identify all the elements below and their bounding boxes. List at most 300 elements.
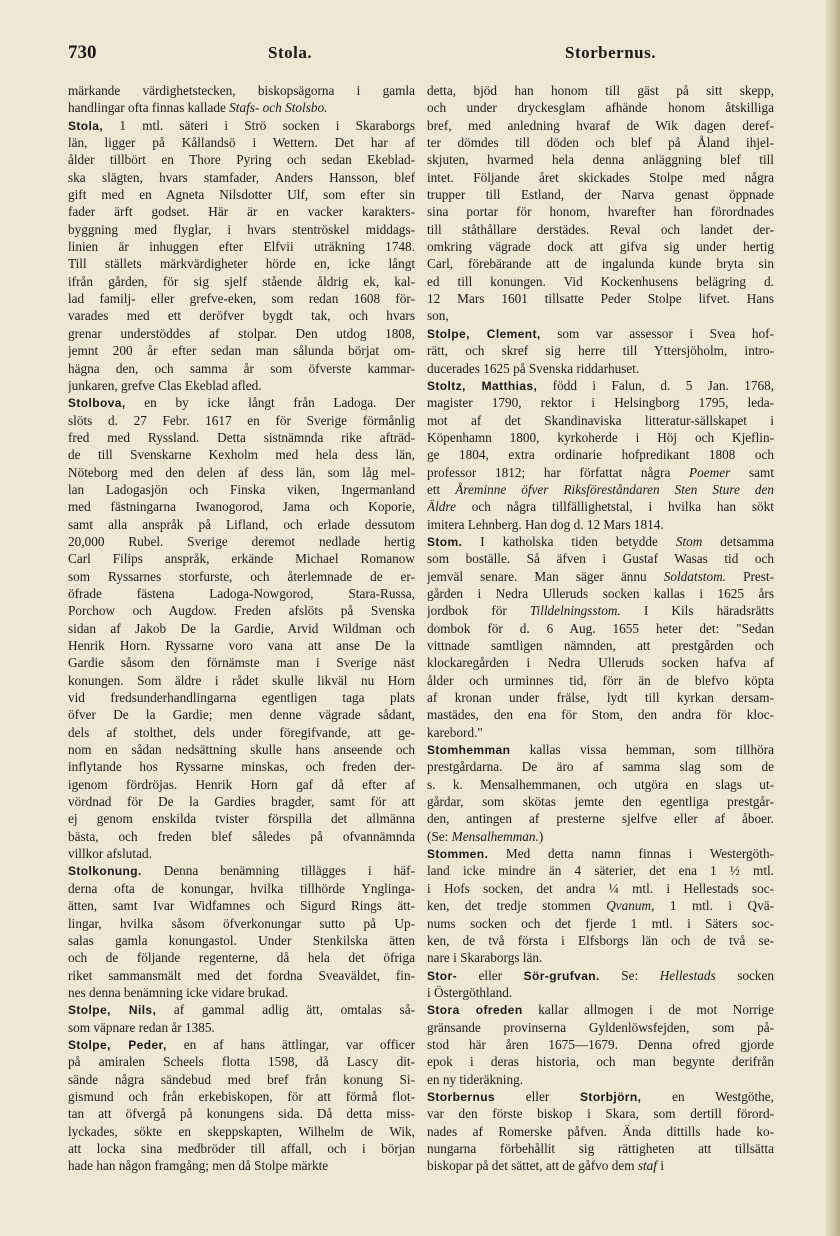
text-run: i Hofs socken, det andra ¼ mtl. i Hellestads soc-	[427, 880, 774, 896]
text-line	[68, 342, 415, 359]
text-line	[427, 221, 774, 238]
text-run: Se:	[599, 967, 660, 983]
text-line	[68, 134, 415, 151]
entry-headword: Stolkonung.	[68, 864, 142, 879]
italic-run: Äldre	[427, 499, 456, 515]
text-run: sina portar för honom, hvarefter han förordnades	[427, 204, 774, 220]
text-run: skjuten, hvarmed hela denna anläggning blef till	[427, 152, 774, 168]
text-run: ålder tillbört en Thore Pyring och sedan Ekeblad-	[68, 152, 415, 168]
text-line	[427, 550, 774, 567]
text-run: en Westgöthe,	[641, 1088, 774, 1104]
text-line	[68, 151, 415, 168]
italic-run: Poemer	[689, 464, 731, 480]
text-run: linien är inhuggen efter Elfvii uträkning 1748.	[68, 239, 415, 255]
text-line	[427, 810, 774, 827]
text-line	[427, 481, 774, 498]
italic-run: Stafs- och Stolsbo.	[229, 100, 328, 116]
text-line	[427, 151, 774, 168]
text-line	[427, 533, 774, 550]
text-run: junkaren, grefve Clas Ekeblad afled.	[68, 377, 262, 393]
text-line	[68, 706, 415, 723]
text-line	[68, 360, 415, 377]
text-run: rätt, och skref sig herre till Yttersjöholm, intro-	[427, 343, 774, 359]
text-run: i	[657, 1158, 664, 1174]
text-run: trupper till Estland, der Narva genast öppnade	[427, 187, 774, 203]
text-run: I Kils häradsrätts	[620, 603, 774, 619]
text-line	[68, 689, 415, 706]
text-run: son,	[427, 308, 449, 324]
text-run: ifrån gården, för sig sjelf stående åldrig ek, kal-	[68, 273, 415, 289]
text-line	[427, 1105, 774, 1122]
text-line	[68, 1123, 415, 1140]
italic-run: staf	[637, 1158, 657, 1174]
text-run: 20,000 Rubel. Sverige deremot nedlade hertig	[68, 533, 415, 549]
text-line	[68, 915, 415, 932]
text-line	[68, 1036, 415, 1053]
text-line	[68, 620, 415, 637]
text-line	[68, 255, 415, 272]
text-run: klockaregården i Nedra Ulleruds socken hafva af	[427, 655, 774, 671]
text-run: jemväl senare. Man säger ännu	[427, 568, 664, 584]
text-line	[68, 533, 415, 550]
text-run: Henrik Horn. Ryssarne voro vana att anse De la	[68, 638, 415, 653]
entry-headword: Stom.	[427, 534, 463, 549]
text-run: sidan af Jakob De la Gardie, Arvid Wildman och	[68, 620, 415, 636]
text-run: nes denna benämning icke vidare brukad.	[68, 984, 289, 1000]
entry-headword: Stolpe, Peder,	[68, 1037, 167, 1052]
text-run: samt	[730, 464, 774, 480]
right-column-title: Storbernus.	[565, 43, 656, 62]
text-run: af kronan under frälse, lydt till kyrkan dersam-	[427, 690, 774, 706]
text-run: nums socken och det fjerde 1 mtl. i Säters soc-	[427, 915, 774, 931]
text-run: )	[538, 828, 544, 844]
running-header	[68, 42, 808, 70]
text-run: en by icke långt från Ladoga. Der	[125, 395, 415, 411]
text-line	[427, 169, 774, 186]
text-run: vid fredsunderhandlingarna egentligen taga plats	[68, 690, 415, 706]
text-run: var den förste biskop i Skara, som dertill förord-	[427, 1106, 774, 1122]
text-line	[427, 602, 774, 619]
text-line	[427, 1019, 774, 1036]
text-run: gift med en Agneta Nilsdotter Ulf, som efter sin	[68, 187, 415, 203]
text-run: vördnad för De la Gardies bragder, samt för att	[68, 794, 415, 810]
italic-run: Hellestads	[659, 967, 716, 983]
text-line	[427, 1088, 774, 1105]
text-run: konungen. Som äldre i rådet skulle likväl nu Horn	[68, 672, 415, 688]
text-run: epok i deras historia, och man begynte derifrån	[427, 1054, 774, 1070]
text-line	[68, 602, 415, 619]
text-run: igenom fördröjas. Henrik Horn gaf då efter af	[68, 776, 415, 792]
text-run: ätten, samt Ivar Widfamnes och Sigurd Rings ätt-	[68, 898, 415, 914]
text-line	[427, 932, 774, 949]
text-line	[68, 481, 415, 498]
text-run: samt alla anspråk på Lifland, och erlade dessutom	[68, 516, 415, 532]
text-run: tan att öfvergå på konungens sida. Då detta miss-	[68, 1106, 415, 1122]
text-run: biskopar på det sättet, att de gåfvo dem	[427, 1158, 638, 1174]
text-line	[68, 654, 415, 671]
text-line	[427, 949, 774, 966]
text-line	[68, 1140, 415, 1157]
text-run: Gardie såsom den förnämste man i Sverige näst	[68, 655, 415, 671]
text-line	[427, 741, 774, 758]
text-run: Denna benämning tillägges i häf-	[141, 863, 415, 879]
text-run: vittnade samtligen nämnden, att prestgården och	[427, 638, 774, 653]
text-run: bref, med anledning hvaraf de Wik dagen deref-	[427, 117, 774, 133]
entry-headword: Sör-grufvan.	[523, 968, 600, 983]
text-run: jemnt 200 år efter sedan man sålunda börjat om-	[68, 343, 415, 359]
text-line	[427, 1071, 774, 1088]
text-run: den, antingen af presterne sjelfve eller af åboer.	[427, 811, 774, 827]
text-run: derna ofta de konungar, hvilka tillhörde Ynglinga-	[68, 880, 415, 896]
text-run: öfver De la Gardie; men denne vägrade sådant,	[68, 707, 415, 723]
text-run: och under dryckesglam afhände honom åtskilliga	[427, 100, 774, 116]
text-run: inflytande hos Ryssarne minskas, och freden der-	[68, 759, 415, 775]
text-line	[68, 169, 415, 186]
text-line	[427, 325, 774, 342]
text-line	[68, 776, 415, 793]
text-line	[427, 412, 774, 429]
text-run: professor 1812; har författat några	[427, 464, 690, 480]
text-line	[427, 828, 774, 845]
text-run: land icke mindre än 4 säterier, det ena 1 ½ mtl.	[427, 863, 774, 879]
text-line	[427, 238, 774, 255]
text-line	[427, 82, 774, 99]
text-run: märkande värdighetstecken, biskopsägorna i gamla	[68, 83, 415, 98]
text-run: ska slägten, hvars stamfader, Anders Hansson, blef	[68, 169, 415, 185]
text-run: i Östergöthland.	[427, 984, 513, 1000]
text-line	[427, 672, 774, 689]
italic-run: Mensalhemman.	[451, 828, 539, 844]
text-line	[427, 1036, 774, 1053]
text-line	[427, 1123, 774, 1140]
text-run: att locka sina medbröder till affall, och i början	[68, 1140, 415, 1156]
text-run: Prest-	[725, 568, 774, 584]
text-run: omkring vägrade dock att gifva sig under hertig	[427, 239, 774, 255]
text-line	[68, 1053, 415, 1070]
text-line	[427, 99, 774, 116]
italic-wrapper	[606, 898, 654, 913]
entry-headword: Stolpe, Nils,	[68, 1003, 157, 1018]
text-line	[68, 585, 415, 602]
text-line	[427, 897, 774, 914]
text-run: som Ryssarnes storfurste, och återlemnade de er-	[68, 568, 415, 584]
text-run: (Se:	[427, 828, 452, 844]
text-run: stod här åren 1675—1679. Denna ofred gjorde	[427, 1036, 774, 1052]
text-run: byggning med flyglar, i hvars stentröskel middags-	[68, 221, 415, 237]
text-line	[68, 1105, 415, 1122]
text-run: s. k. Mensalhemmanen, och utgöra en slags ut-	[427, 776, 774, 792]
left-column-title: Stola.	[268, 43, 313, 62]
text-line	[427, 637, 774, 654]
text-run: till ståthållare derstädes. Reval och landet der-	[427, 221, 774, 237]
text-run: ken, det tredje stommen	[427, 898, 607, 914]
text-run: nare i Skaraborgs län.	[427, 950, 543, 966]
text-line	[68, 446, 415, 463]
text-run: varades med ett deröfver bygdt tak, och hvars	[68, 308, 415, 324]
text-run: ed till konungen. Vid Kockenhusens belägring d.	[427, 273, 774, 289]
italic-wrapper	[427, 499, 456, 514]
text-line	[427, 724, 774, 741]
text-line	[427, 255, 774, 272]
text-line	[427, 117, 774, 134]
text-line	[68, 325, 415, 342]
text-run: jordbok för	[427, 603, 530, 619]
text-line	[68, 394, 415, 411]
text-line	[68, 1001, 415, 1018]
text-run: nades af Romerske påfven. Ända dittills hade ko-	[427, 1123, 774, 1139]
italic-wrapper	[452, 829, 539, 844]
text-line	[427, 377, 774, 394]
entry-headword: Stor-	[427, 968, 457, 983]
text-run: lad familj- eller grefve-eken, som redan 1608 för-	[68, 291, 415, 307]
text-line	[427, 620, 774, 637]
text-line	[427, 342, 774, 359]
text-run: detta, bjöd han honom till gäst på sitt skepp,	[427, 83, 774, 98]
text-run: som var assessor i Svea hof-	[540, 325, 774, 341]
text-run: på amiralen Scheels flotta 1598, då Lascy dit-	[68, 1054, 415, 1070]
text-run: intet. Följande året skickades Stolpe med några	[427, 169, 774, 185]
text-run: som boställe. Så äfven i Gustaf Wasas tid och	[427, 551, 774, 567]
italic-run: Soldatstom.	[663, 568, 726, 584]
text-run: ett	[427, 481, 456, 497]
text-line	[68, 186, 415, 203]
text-run: salas gamla konungastol. Under Stenkilska ätten	[68, 932, 415, 948]
text-line	[427, 134, 774, 151]
text-line	[68, 412, 415, 429]
text-line	[427, 915, 774, 932]
text-run: Nöteborg med den delen af dess län, som låg mel-	[68, 464, 415, 480]
text-run: Med detta namn finnas i Westergöth-	[488, 846, 774, 862]
text-run: 12 Mars 1601 tillsatte Peder Stolpe lifvet. Hans	[427, 291, 774, 307]
text-line	[68, 1019, 415, 1036]
text-line	[427, 1001, 774, 1018]
text-line	[68, 238, 415, 255]
text-line	[427, 446, 774, 463]
text-line	[427, 845, 774, 862]
entry-headword: Stomhemman	[427, 743, 511, 758]
text-run: sände några sändebud med bref från konung Si-	[68, 1071, 415, 1087]
text-run: karebord."	[427, 724, 483, 740]
italic-wrapper	[455, 482, 774, 497]
text-run: 1 mtl. i Qvä-	[654, 898, 774, 914]
right-text-column	[427, 82, 774, 1175]
text-line	[427, 984, 774, 1001]
italic-wrapper	[229, 100, 327, 115]
text-run: riket sammansmält med det fordna Sveaväldet, fin-	[68, 967, 415, 983]
text-line	[68, 897, 415, 914]
text-line	[427, 1053, 774, 1070]
text-run: gränsande provinserna Gyldenlöwsfejden, som på-	[427, 1019, 774, 1035]
text-run: bästa, och freden blef således på ofvannämnda	[68, 828, 415, 844]
text-run: Köpenhamn 1800, kyrkoherde i Höj och Kjeflin-	[427, 429, 774, 445]
text-line	[68, 793, 415, 810]
text-line	[427, 516, 774, 533]
text-line	[68, 290, 415, 307]
text-line	[68, 550, 415, 567]
text-run: lingar, hvilka såsom öfverkonungar sutto på Up-	[68, 915, 415, 931]
text-run: detsamma	[702, 533, 774, 549]
italic-wrapper	[664, 569, 726, 584]
text-line	[68, 464, 415, 481]
text-line	[68, 758, 415, 775]
text-run: född i Falun, d. 5 Jan. 1768,	[537, 377, 774, 393]
text-run: en af hans ättlingar, var officer	[166, 1036, 415, 1052]
italic-wrapper	[676, 534, 703, 549]
text-line	[427, 273, 774, 290]
text-line	[68, 498, 415, 515]
entry-headword: Stolpe, Clement,	[427, 326, 541, 341]
text-run: Carl Filips anspråk, erkände Michael Romanow	[68, 551, 415, 567]
text-run: socken	[715, 967, 774, 983]
text-line	[427, 290, 774, 307]
text-run: ej genom enskilda tvister förspilla det allmänna	[68, 811, 415, 827]
text-line	[68, 307, 415, 324]
text-line	[68, 99, 415, 116]
page-edge	[826, 0, 840, 1236]
text-run: villkor afslutad.	[68, 846, 152, 862]
text-line	[427, 706, 774, 723]
text-line	[427, 394, 774, 411]
text-line	[68, 203, 415, 220]
text-run: som väpnare redan år 1385.	[68, 1019, 215, 1035]
text-line	[68, 672, 415, 689]
text-run: Porchow och Augdow. Freden afslöts på Svenska	[68, 603, 415, 619]
italic-wrapper	[660, 968, 716, 983]
text-run: gården i Nedra Ulleruds socken kallas i 1625 års	[427, 585, 774, 601]
text-line	[68, 568, 415, 585]
text-run: dombok för d. 6 Aug. 1655 heter det: "Sedan	[427, 620, 774, 636]
entry-headword: Stolbova,	[68, 396, 126, 411]
text-line	[68, 828, 415, 845]
text-line	[68, 932, 415, 949]
entry-headword: Stoltz, Matthias,	[427, 378, 538, 393]
text-line	[68, 984, 415, 1001]
text-run: lan Ladogasjön och Finska viken, Ingermanland	[68, 481, 415, 497]
text-line	[68, 1071, 415, 1088]
text-line	[427, 568, 774, 585]
text-run: med fästningarna Iwanogorod, Jama och Koporie,	[68, 499, 415, 515]
text-line	[427, 776, 774, 793]
italic-run: Stom	[675, 533, 703, 549]
italic-run: Qvanum,	[606, 898, 655, 914]
left-text-column	[68, 82, 415, 1175]
text-run: I katholska tiden betydde	[462, 533, 676, 549]
text-run: hägna den, och samma år som öfverste kammar-	[68, 360, 415, 376]
text-run: och de följande regenterne, då hela det öfriga	[68, 950, 415, 966]
text-run: af gammal adlig ätt, omtalas så-	[156, 1002, 415, 1018]
text-run: Carl, förebärande att de ingalunda kunde bryta sin	[427, 256, 774, 272]
text-line	[68, 967, 415, 984]
text-line	[427, 862, 774, 879]
text-run: fred med Ryssland. Detta sistnämnda rike afträd-	[68, 429, 415, 445]
text-line	[68, 117, 415, 134]
italic-wrapper	[638, 1158, 657, 1173]
text-line	[427, 429, 774, 446]
text-run: ken, de två första i Elfsborgs län och de två se-	[427, 932, 774, 948]
text-run: de till Svenskarne Kexholm med hela dess län,	[68, 447, 415, 463]
text-line	[68, 1088, 415, 1105]
text-line	[427, 307, 774, 324]
text-line	[427, 689, 774, 706]
text-run: 1 mtl. säteri i Strö socken i Skaraborgs	[103, 117, 415, 133]
text-line	[68, 949, 415, 966]
text-run: nungarna förbehållit sig rättigheten att tillsätta	[427, 1140, 774, 1156]
text-line	[427, 585, 774, 602]
text-line	[427, 793, 774, 810]
text-run: ålder och urminnes tid, förr än de blefvo köpta	[427, 672, 774, 688]
text-run: ge 1804, extra ordinarie hofpredikant 1808 och	[427, 447, 774, 463]
text-run: nom en sådan nedsättning skulle hans anseende och	[68, 742, 415, 758]
text-line	[427, 880, 774, 897]
text-line	[68, 273, 415, 290]
text-line	[427, 464, 774, 481]
text-line	[68, 637, 415, 654]
text-run: kallar allmogen i de mot Norrige	[522, 1002, 774, 1018]
text-run: mot af det Skandinaviska litteratur-sällskapet i	[427, 412, 774, 428]
italic-run: Tilldelningsstom.	[529, 603, 621, 619]
text-line	[427, 758, 774, 775]
text-run: öfrade fästena Ladoga-Nowgorod, Stara-Russa,	[68, 585, 415, 601]
text-line	[68, 741, 415, 758]
text-line	[68, 862, 415, 879]
text-line	[427, 203, 774, 220]
text-run: ducerades 1625 på Svenska riddarhuset.	[427, 360, 640, 376]
text-run: Till ställets märkvärdigheter hörde en, icke långt	[68, 256, 415, 272]
text-line	[68, 429, 415, 446]
text-run: prestgårdarna. De äro af samma slag som de	[427, 759, 774, 775]
text-line	[68, 516, 415, 533]
italic-wrapper	[530, 603, 621, 618]
text-run: lyckades, sökte en skeppskapten, Wilhelm de Wik,	[68, 1123, 415, 1139]
text-run: slöts d. 27 Febr. 1617 en för Sverige förmånlig	[68, 412, 415, 428]
text-line	[68, 880, 415, 897]
text-line	[68, 724, 415, 741]
entry-headword: Storbjörn,	[580, 1089, 642, 1104]
text-run: eller	[495, 1088, 581, 1104]
text-run: gårdar, som skötas jemte den egentliga prestgår-	[427, 794, 774, 810]
entry-headword: Stora ofreden	[427, 1003, 523, 1018]
text-run: ter dömdes till döden och blef på Åland ihjel-	[427, 135, 774, 151]
text-line	[427, 186, 774, 203]
text-line	[68, 221, 415, 238]
text-line	[427, 1157, 774, 1174]
text-line	[68, 810, 415, 827]
text-run: mastädes, den ena för Stom, den andra för kloc-	[427, 707, 774, 723]
text-run: en ny tideräkning.	[427, 1071, 524, 1087]
entry-headword: Stola,	[68, 118, 104, 133]
text-run: och några tillfällighetstal, i hvilka han sökt	[455, 499, 774, 515]
text-run: dels af stolthet, dels under föregifvande, att ge-	[68, 724, 415, 740]
text-line	[68, 845, 415, 862]
text-line	[68, 82, 415, 99]
text-run: kallas vissa hemman, som tillhöra	[510, 742, 774, 758]
entry-headword: Storbernus	[427, 1089, 496, 1104]
text-run: grenar understöddes af stolpar. Den utdog 1808,	[68, 325, 415, 341]
text-run: län, ligger på Kållandsö i Wettern. Det har af	[68, 135, 415, 151]
text-run: handlingar ofta finnas kallade	[68, 100, 230, 116]
text-line	[427, 360, 774, 377]
text-run: gismund och från erkebiskopen, för att förmå flot-	[68, 1088, 415, 1104]
entry-headword: Stommen.	[427, 847, 489, 862]
text-run: hade han någon framgång; men då Stolpe märkte	[68, 1158, 329, 1174]
text-run: eller	[457, 967, 524, 983]
text-line	[427, 654, 774, 671]
page-number: 730	[68, 42, 97, 63]
text-run: imitera Lehnberg. Han dog d. 12 Mars 1814.	[427, 516, 664, 532]
italic-run: Åreminne öfver Riksföreståndaren Sten Sture den	[455, 481, 774, 497]
text-line	[68, 377, 415, 394]
text-run: fader ärft godset. Här är en vacker karakters-	[68, 204, 415, 220]
